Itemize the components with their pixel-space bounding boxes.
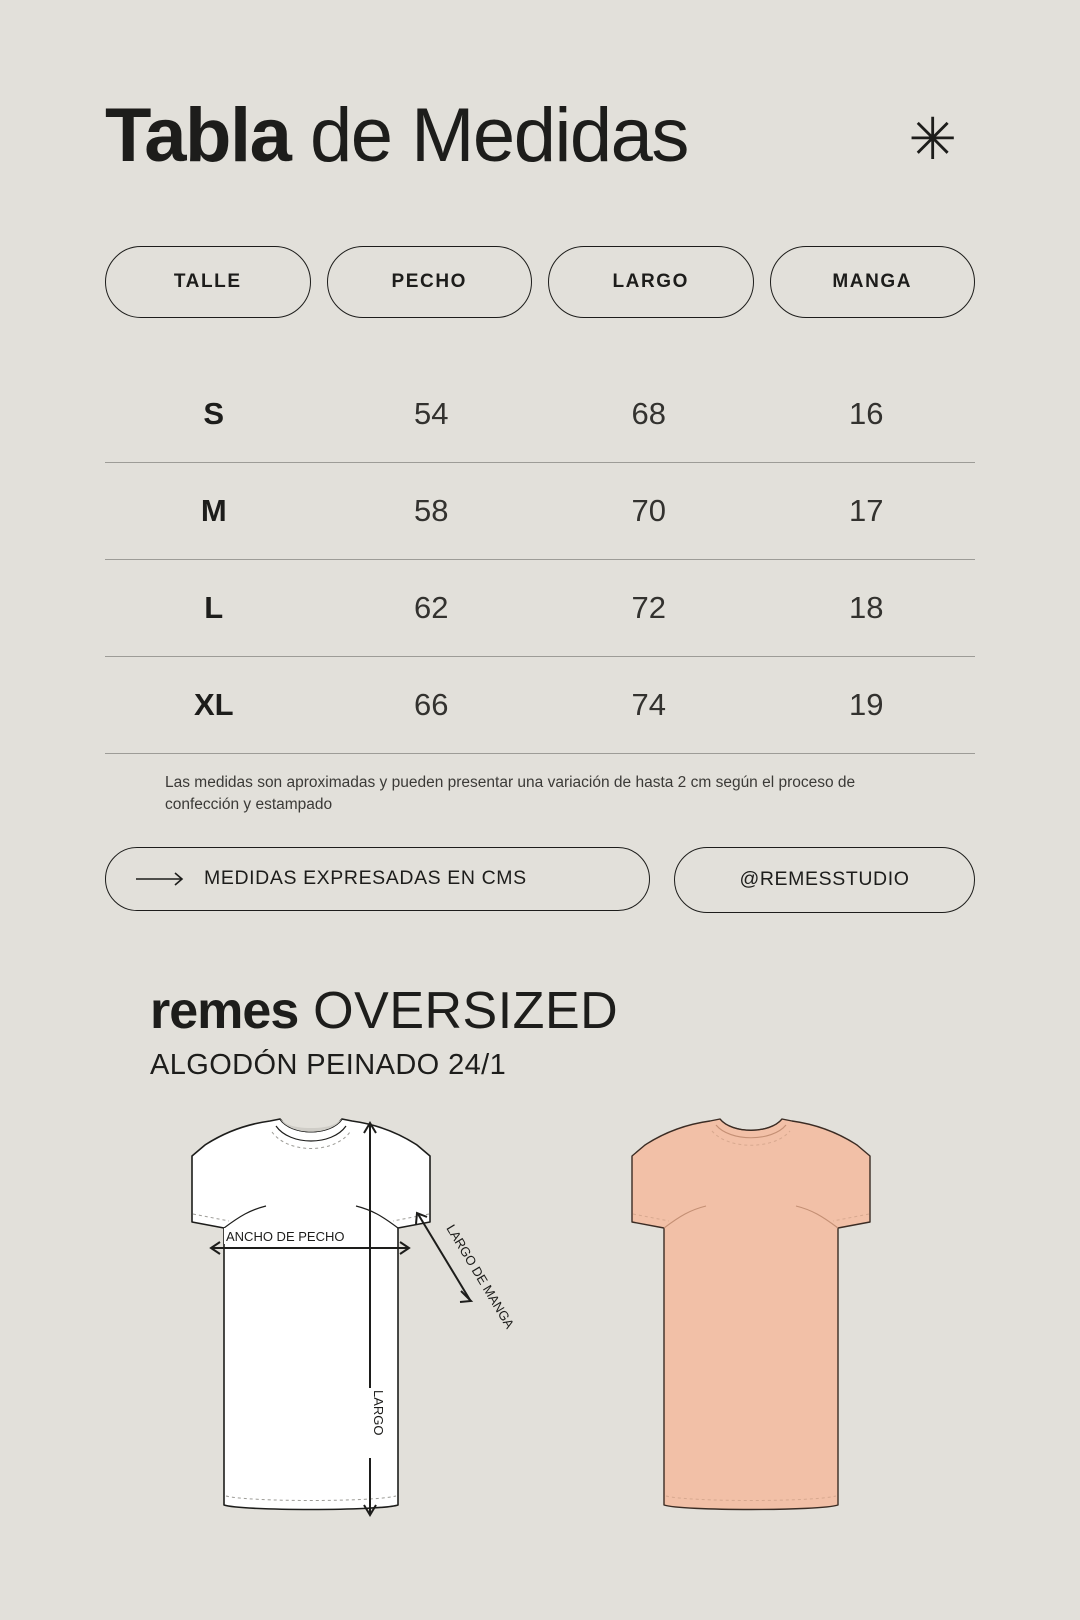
cell-size: M: [200, 493, 227, 528]
cell-size: S: [203, 396, 225, 431]
column-header-talle: TALLE: [105, 246, 311, 318]
cell-pecho: 54: [414, 396, 449, 431]
brand-block: [105, 981, 975, 1082]
arrow-right-icon: [136, 872, 188, 886]
table-row: [105, 366, 975, 463]
brand-subtitle: ALGODÓN PEINADO 24/1: [150, 1048, 507, 1081]
length-measure-label: LARGO: [371, 1390, 386, 1436]
column-header-pecho: PECHO: [327, 246, 533, 318]
units-label: MEDIDAS EXPRESADAS EN CMS: [204, 867, 527, 890]
measurements-table: [105, 366, 975, 754]
table-header-pills: [105, 246, 975, 318]
asterisk-icon: ✳: [908, 107, 957, 172]
chest-measure-label: ANCHO DE PECHO: [226, 1229, 345, 1244]
cell-pecho: 62: [414, 590, 449, 625]
instagram-handle-pill[interactable]: @REMESSTUDIO: [674, 847, 975, 913]
cell-pecho: 66: [414, 687, 449, 722]
cell-size: XL: [193, 687, 234, 722]
tshirt-illustrations: [0, 1100, 1080, 1560]
column-header-largo: LARGO: [548, 246, 754, 318]
disclaimer-text: Las medidas son aproximadas y pueden presentar una variación de hasta 2 cm según el proceso de confección y estampado: [165, 774, 856, 814]
sleeve-measure-label: LARGO DE MANGA: [443, 1221, 518, 1332]
title-row: [105, 0, 975, 178]
cell-pecho: 58: [414, 493, 449, 528]
cell-size: L: [204, 590, 224, 625]
cell-manga: 17: [849, 493, 884, 528]
page-title: [105, 93, 688, 178]
table-row: [105, 560, 975, 657]
units-pill: [105, 847, 650, 911]
cell-largo: 70: [631, 493, 666, 528]
cell-largo: 74: [631, 687, 666, 722]
cell-manga: 16: [849, 396, 884, 431]
column-header-manga: MANGA: [770, 246, 976, 318]
cell-largo: 72: [631, 590, 666, 625]
brand-name-bold: remes: [150, 981, 299, 1040]
table-row: [105, 463, 975, 560]
brand-name-light: OVERSIZED: [298, 981, 619, 1040]
sleeve-measure-arrow: [416, 1213, 517, 1331]
tshirt-front-illustration: [192, 1119, 517, 1515]
cell-manga: 19: [849, 687, 884, 722]
table-row: [105, 657, 975, 754]
cell-largo: 68: [631, 396, 666, 431]
page-title-bold: Tabla: [105, 93, 291, 178]
footer-pills: [105, 847, 975, 913]
tshirt-back-illustration: [632, 1119, 870, 1510]
page-title-light: de Medidas: [290, 93, 688, 178]
brand-name: [150, 981, 975, 1040]
cell-manga: 18: [849, 590, 884, 625]
